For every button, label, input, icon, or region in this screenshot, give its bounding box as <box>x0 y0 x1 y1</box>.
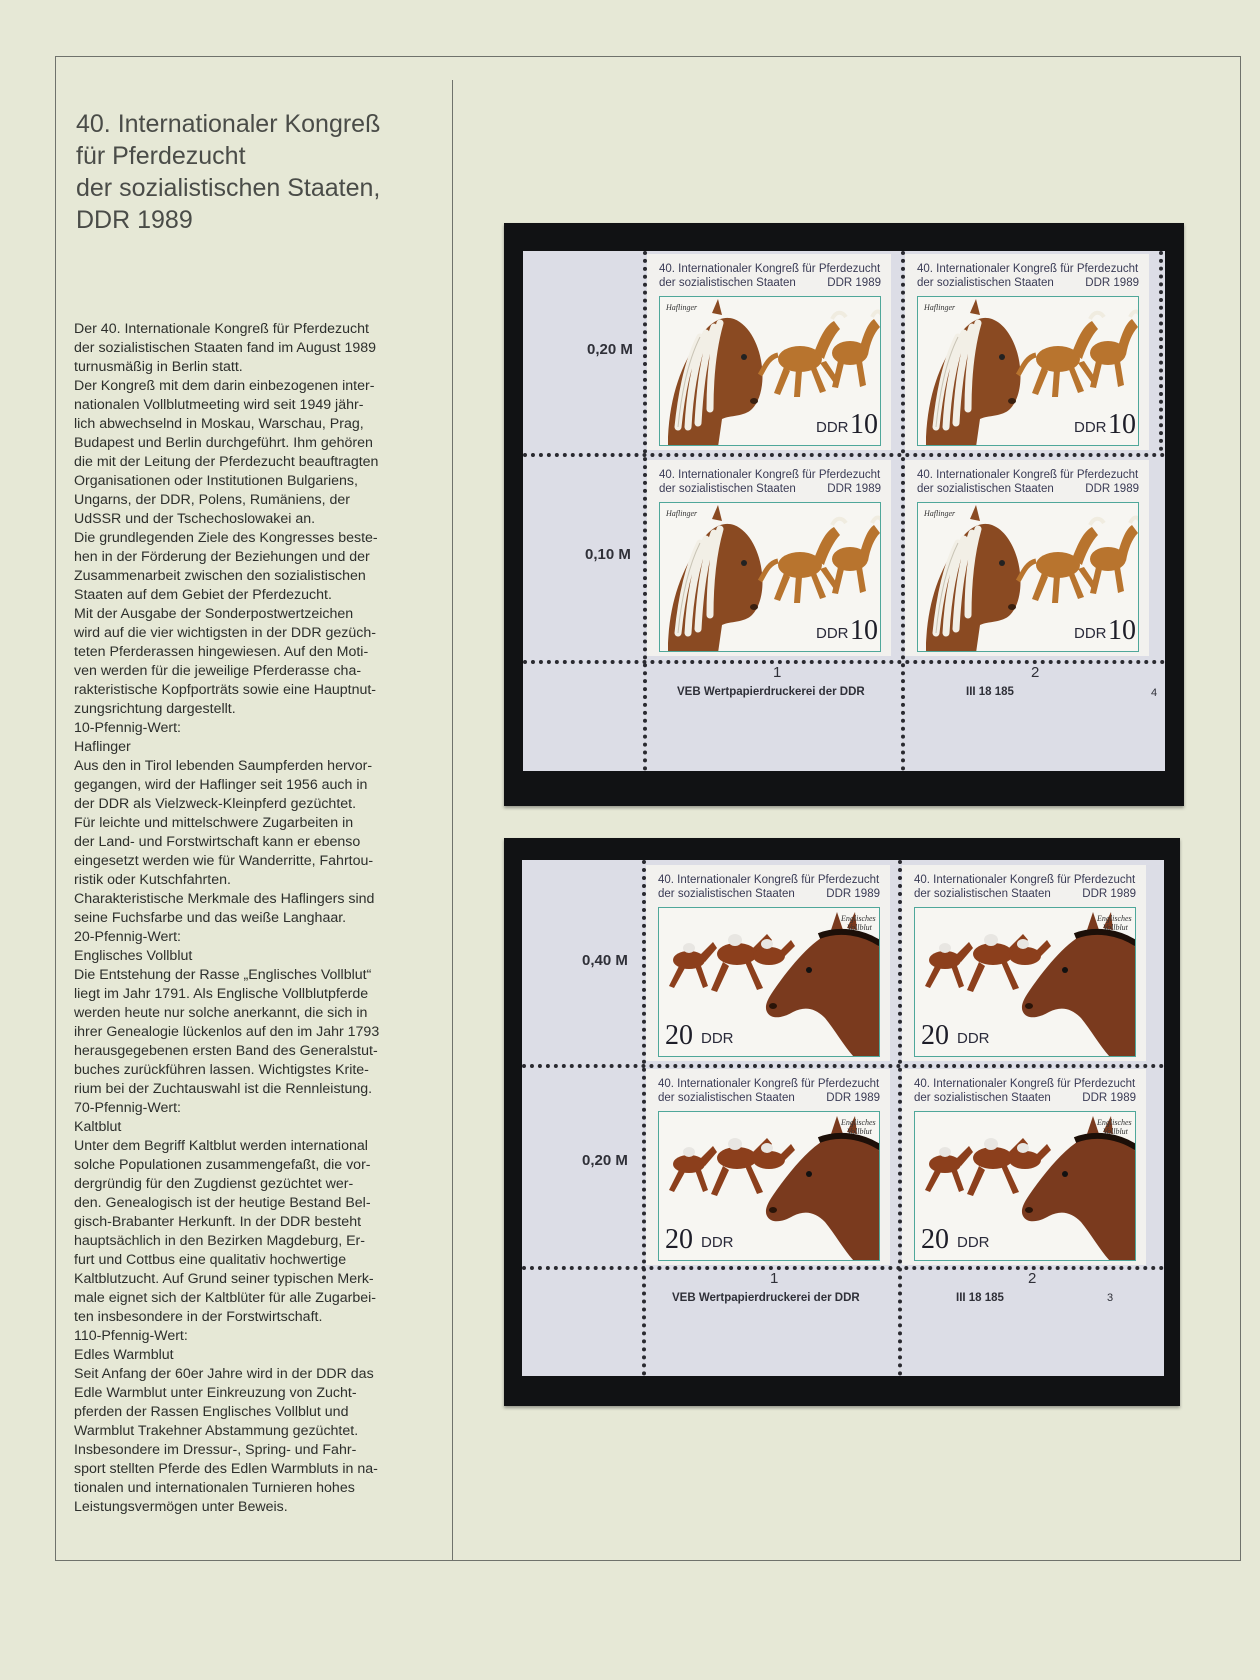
description-line: 110-Pfennig-Wert: <box>74 1328 188 1344</box>
breed-label: Englisches Vollblut <box>1097 1118 1132 1136</box>
stamp-year: DDR 1989 <box>827 277 881 289</box>
haflinger-picture <box>917 296 1139 446</box>
description-line: UdSSR und der Tschechoslowakei an. <box>74 511 316 527</box>
description-line: hauptsächlich in den Bezirken Magdeburg, Er- <box>74 1233 366 1249</box>
description-line: rium bei der Zuchtauswahl ist die Rennleistung. <box>74 1081 373 1097</box>
column-number: 1 <box>773 664 782 681</box>
stamp-caption: der sozialistischen Staaten <box>659 483 796 495</box>
description-line: rakteristische Kopfporträts sowie eine Hauptnut- <box>74 682 377 698</box>
stamp-caption: 40. Internationaler Kongreß für Pferdezucht <box>658 874 880 886</box>
margin-value: 0,20 M <box>582 1152 628 1169</box>
description-line: Für leichte und mittelschwere Zugarbeiten in <box>74 815 354 831</box>
margin-value: 0,40 M <box>582 952 628 969</box>
face-value: 20 <box>665 1224 693 1255</box>
perforation-line <box>523 453 1165 457</box>
description-line: Die Entstehung der Rasse „Englisches Vollblut“ <box>74 967 372 983</box>
description-line: Insbesondere im Dressur-, Spring- und Fahr- <box>74 1442 357 1458</box>
description-line: lich abwechselnd in Moskau, Warschau, Prag, <box>74 416 364 432</box>
description-line: Kaltblutzucht. Auf Grund seiner typischen Merk- <box>74 1271 374 1287</box>
description-line: Staaten auf dem Gebiet der Pferdezucht. <box>74 587 332 603</box>
description-line: ihrer Genealogie lückenlos auf den im Jahr 1793 <box>74 1024 380 1040</box>
description-line: Der Kongreß mit dem darin einbezogenen inter- <box>74 378 375 394</box>
column-divider <box>452 80 453 1560</box>
stamp-vollblut <box>646 865 890 1061</box>
description-line: Edles Warmblut <box>74 1347 174 1363</box>
description-line: Haflinger <box>74 739 131 755</box>
stamp-vollblut <box>902 1069 1146 1265</box>
breed-label: Haflinger <box>666 303 698 312</box>
description-line: buches zurückführen lassen. Wichtigstes Krite- <box>74 1062 369 1078</box>
description-line: solche Populationen zusammengefaßt, die vor- <box>74 1157 371 1173</box>
description-line: Charakteristische Merkmale des Haflingers sind <box>74 891 375 907</box>
country-label: DDR <box>701 1030 734 1047</box>
haflinger-picture <box>659 296 881 446</box>
stamp-caption: der sozialistischen Staaten <box>914 888 1051 900</box>
description-line: die mit der Leitung der Pferdezucht beauftragten <box>74 454 379 470</box>
description-line: pferden der Rassen Englisches Vollblut und <box>74 1404 349 1420</box>
description-line: der sozialistischen Staaten fand im August 1989 <box>74 340 377 356</box>
country-label: DDR <box>1074 625 1107 642</box>
country-label: DDR <box>701 1234 734 1251</box>
description-line: Mit der Ausgabe der Sonderpostwertzeichen <box>74 606 354 622</box>
title-line: für Pferdezucht <box>76 142 246 170</box>
description-line: werden heute nur solche anerkannt, die sich in <box>74 1005 368 1021</box>
stamp-year: DDR 1989 <box>1082 1092 1136 1104</box>
stamp-caption: der sozialistischen Staaten <box>659 277 796 289</box>
corner-number: 4 <box>1151 687 1158 699</box>
breed-label: Haflinger <box>666 509 698 518</box>
stamp-vollblut <box>902 865 1146 1061</box>
stamp-caption: 40. Internationaler Kongreß für Pferdezucht <box>914 1078 1136 1090</box>
description-line: Ungarns, der DDR, Polens, Rumäniens, der <box>74 492 350 508</box>
description-line: turnusmäßig in Berlin statt. <box>74 359 243 375</box>
title-line: 40. Internationaler Kongreß <box>76 110 381 138</box>
title-line: der sozialistischen Staaten, <box>76 174 381 202</box>
stamp-caption: 40. Internationaler Kongreß für Pferdezucht <box>659 263 881 275</box>
stamp-haflinger <box>647 460 891 656</box>
sheet-margin <box>523 251 1165 771</box>
plate-number: III 18 185 <box>956 1292 1004 1304</box>
description-line: Unter dem Begriff Kaltblut werden international <box>74 1138 368 1154</box>
vollblut-picture <box>658 907 880 1057</box>
stamp-block-haflinger <box>504 223 1184 806</box>
description-line: wird auf die vier wichtigsten in der DDR gezüch- <box>74 625 377 641</box>
description-line: ten insbesondere in der Forstwirtschaft. <box>74 1309 323 1325</box>
country-label: DDR <box>957 1234 990 1251</box>
description-line: Englisches Vollblut <box>74 948 193 964</box>
stamp-year: DDR 1989 <box>1085 483 1139 495</box>
description-line: Seit Anfang der 60er Jahre wird in der DDR das <box>74 1366 374 1382</box>
printer-imprint: VEB Wertpapierdruckerei der DDR <box>677 686 865 698</box>
description-line: Aus den in Tirol lebenden Saumpferden hervor- <box>74 758 373 774</box>
face-value: 10 <box>1108 409 1136 440</box>
description-line: Edle Warmblut unter Einkreuzung von Zucht- <box>74 1385 357 1401</box>
haflinger-picture <box>659 502 881 652</box>
stamp-caption: 40. Internationaler Kongreß für Pferdezucht <box>917 469 1139 481</box>
vollblut-picture <box>658 1111 880 1261</box>
description-line: teten Pferderassen hingewiesen. Auf den Moti- <box>74 644 369 660</box>
description-column <box>70 80 445 1560</box>
description-line: liegt im Jahr 1791. Als Englische Vollblutpferde <box>74 986 369 1002</box>
stamp-haflinger <box>905 460 1149 656</box>
plate-number: III 18 185 <box>966 686 1014 698</box>
description-line: eingesetzt werden wie für Wanderritte, Fahrtou- <box>74 853 374 869</box>
country-label: DDR <box>1074 419 1107 436</box>
stamp-caption: 40. Internationaler Kongreß für Pferdezucht <box>914 874 1136 886</box>
description-line: den. Genealogisch ist der heutige Bestand Bel- <box>74 1195 371 1211</box>
face-value: 20 <box>921 1020 949 1051</box>
stamp-block-vollblut <box>504 838 1180 1406</box>
stamp-caption: 40. Internationaler Kongreß für Pferdezucht <box>659 469 881 481</box>
breed-label: Haflinger <box>924 303 956 312</box>
description-line: hen in der Förderung der Beziehungen und der <box>74 549 370 565</box>
stamp-haflinger <box>647 254 891 450</box>
description-text <box>74 320 445 1517</box>
description-line: zungsrichtung dargestellt. <box>74 701 236 717</box>
description-line: 20-Pfennig-Wert: <box>74 929 181 945</box>
perforation-line <box>522 1064 1164 1068</box>
stamp-year: DDR 1989 <box>1085 277 1139 289</box>
column-number: 2 <box>1028 1270 1037 1287</box>
breed-label: Englisches Vollblut <box>841 1118 876 1136</box>
description-line: Zusammenarbeit zwischen den sozialistischen <box>74 568 366 584</box>
vollblut-picture <box>914 907 1136 1057</box>
country-label: DDR <box>816 625 849 642</box>
stamp-caption: der sozialistischen Staaten <box>917 277 1054 289</box>
column-number: 1 <box>770 1270 779 1287</box>
description-line: gisch-Brabanter Herkunft. In der DDR besteht <box>74 1214 362 1230</box>
face-value: 20 <box>921 1224 949 1255</box>
sheet-margin <box>522 860 1164 1376</box>
margin-value: 0,10 M <box>585 546 631 563</box>
stamp-caption: der sozialistischen Staaten <box>658 1092 795 1104</box>
face-value: 20 <box>665 1020 693 1051</box>
perforation-line <box>1159 251 1163 451</box>
breed-label: Englisches Vollblut <box>1097 914 1132 932</box>
description-line: der Land- und Forstwirtschaft kann er ebenso <box>74 834 361 850</box>
stamp-caption: der sozialistischen Staaten <box>658 888 795 900</box>
description-line: ven werden für die jeweilige Pferderasse cha- <box>74 663 362 679</box>
description-line: furt und Cottbus eine qualitativ hochwertige <box>74 1252 347 1268</box>
stamp-haflinger <box>905 254 1149 450</box>
stamp-vollblut <box>646 1069 890 1265</box>
stamp-caption: der sozialistischen Staaten <box>917 483 1054 495</box>
title-line: DDR 1989 <box>76 206 193 234</box>
stamp-caption: 40. Internationaler Kongreß für Pferdezucht <box>658 1078 880 1090</box>
country-label: DDR <box>957 1030 990 1047</box>
description-line: Organisationen oder Institutionen Bulgariens, <box>74 473 358 489</box>
description-line: dergründig für den Zugdienst gezüchtet wer- <box>74 1176 354 1192</box>
stamp-year: DDR 1989 <box>826 1092 880 1104</box>
face-value: 10 <box>850 615 878 646</box>
description-line: seine Fuchsfarbe und das weiße Langhaar. <box>74 910 347 926</box>
description-line: Budapest und Berlin durchgeführt. Ihm gehören <box>74 435 373 451</box>
face-value: 10 <box>850 409 878 440</box>
description-line: Der 40. Internationale Kongreß für Pferdezucht <box>74 321 369 337</box>
description-line: der DDR als Vielzweck-Kleinpferd gezüchtet. <box>74 796 357 812</box>
page-title <box>76 108 445 236</box>
column-number: 2 <box>1031 664 1040 681</box>
description-line: 70-Pfennig-Wert: <box>74 1100 181 1116</box>
country-label: DDR <box>816 419 849 436</box>
stamp-caption: der sozialistischen Staaten <box>914 1092 1051 1104</box>
haflinger-picture <box>917 502 1139 652</box>
vollblut-picture <box>914 1111 1136 1261</box>
description-line: sport stellten Pferde des Edlen Warmbluts in na- <box>74 1461 378 1477</box>
stamp-year: DDR 1989 <box>826 888 880 900</box>
stamp-year: DDR 1989 <box>827 483 881 495</box>
face-value: 10 <box>1108 615 1136 646</box>
description-line: Leistungsvermögen unter Beweis. <box>74 1499 288 1515</box>
perforation-line <box>523 660 1165 664</box>
description-line: Die grundlegenden Ziele des Kongresses beste- <box>74 530 378 546</box>
breed-label: Haflinger <box>924 509 956 518</box>
description-line: male eignet sich der Kaltblüter für alle Zugarbei- <box>74 1290 377 1306</box>
description-line: ristik oder Kutschfahrten. <box>74 872 231 888</box>
description-line: Warmblut Trakehner Abstammung gezüchtet. <box>74 1423 359 1439</box>
description-line: 10-Pfennig-Wert: <box>74 720 181 736</box>
printer-imprint: VEB Wertpapierdruckerei der DDR <box>672 1292 860 1304</box>
stamp-year: DDR 1989 <box>1082 888 1136 900</box>
breed-label: Englisches Vollblut <box>841 914 876 932</box>
description-line: tionalen und internationalen Turnieren hohes <box>74 1480 355 1496</box>
description-line: gegangen, wird der Haflinger seit 1956 auch in <box>74 777 368 793</box>
description-line: nationalen Vollblutmeeting wird seit 1949 jähr- <box>74 397 364 413</box>
perforation-line <box>522 1266 1164 1270</box>
description-line: herausgegebenen ersten Band des Generalstut- <box>74 1043 378 1059</box>
corner-number: 3 <box>1107 1292 1114 1304</box>
description-line: Kaltblut <box>74 1119 122 1135</box>
stamp-caption: 40. Internationaler Kongreß für Pferdezucht <box>917 263 1139 275</box>
margin-value: 0,20 M <box>587 341 633 358</box>
